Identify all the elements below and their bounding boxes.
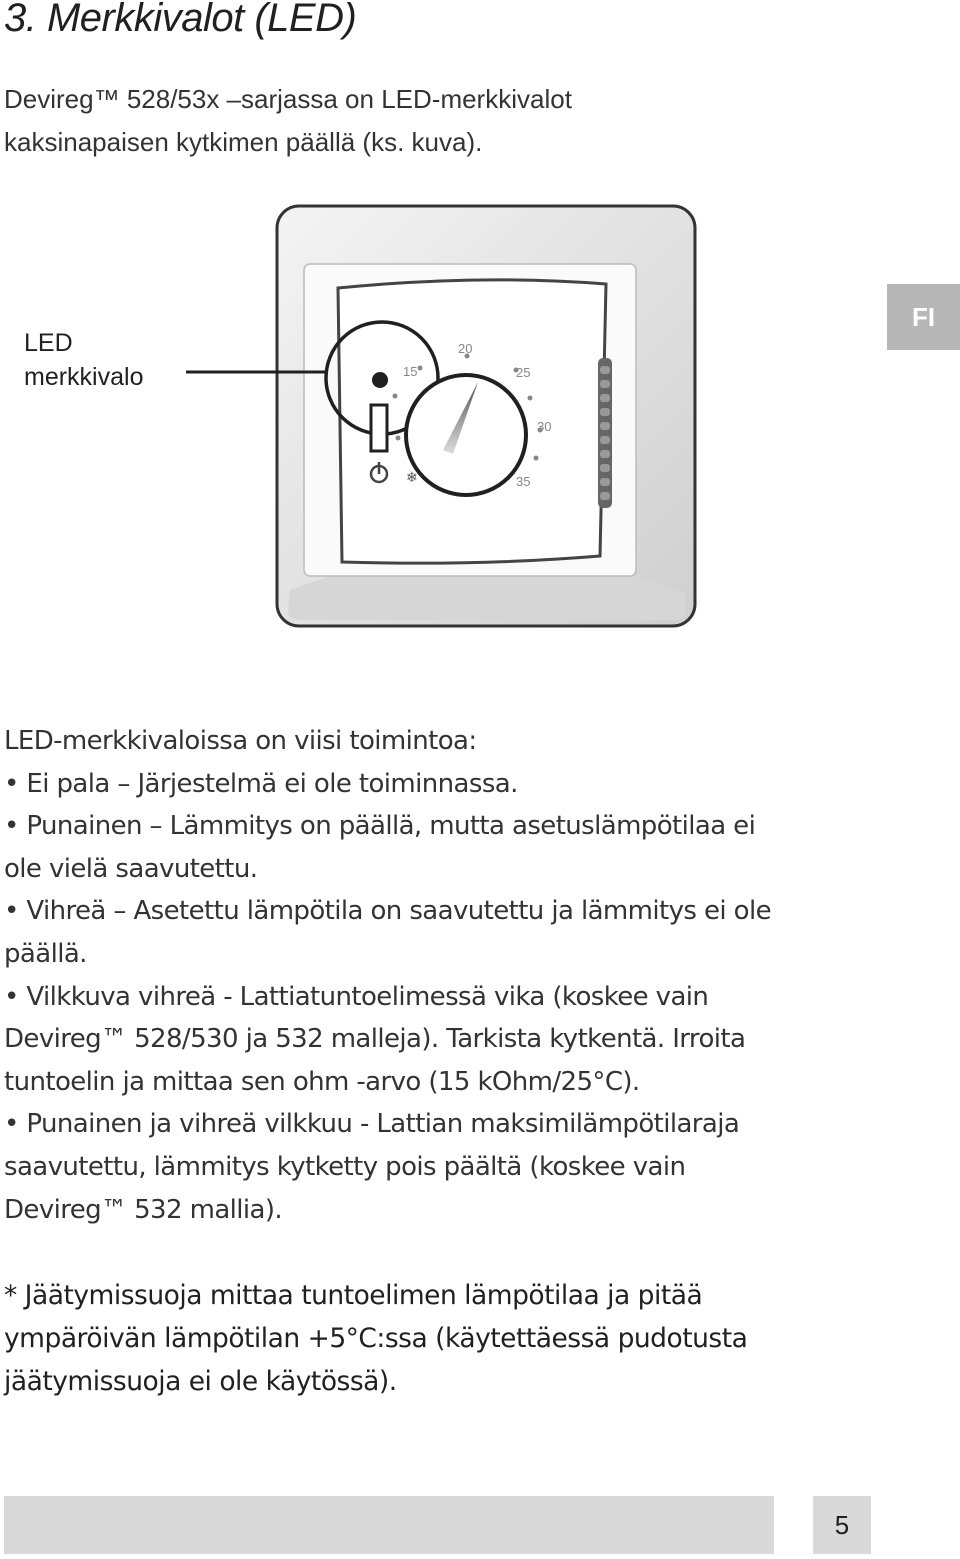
note-line: ympäröivän lämpötilan +5°C:ssa (käytettäessä pudotusta bbox=[4, 1323, 748, 1354]
callout-line: merkkivalo bbox=[24, 363, 144, 391]
list-item-continuation: ole vielä saavutettu. bbox=[4, 853, 258, 884]
dial-label: 15 bbox=[403, 364, 418, 379]
thermostat-illustration bbox=[180, 200, 720, 640]
dial-label: 30 bbox=[537, 419, 552, 434]
page-title: 3. Merkkivalot (LED) bbox=[4, 0, 357, 40]
led-functions-list bbox=[4, 720, 944, 1231]
list-item-continuation: Devireg™ 532 mallia). bbox=[4, 1194, 283, 1225]
dial-label: 20 bbox=[458, 341, 473, 356]
list-item-continuation: Devireg™ 528/530 ja 532 malleja). Tarkista kytkentä. Irroita bbox=[4, 1024, 746, 1055]
callout-line: LED bbox=[24, 329, 73, 357]
intro-line: kaksinapaisen kytkimen päällä (ks. kuva). bbox=[4, 127, 483, 157]
list-item-continuation: tuntoelin ja mittaa sen ohm -arvo (15 kOhm/25°C). bbox=[4, 1066, 640, 1097]
list-item: • Punainen ja vihreä vilkkuu - Lattian maksimilämpötilaraja bbox=[4, 1109, 740, 1140]
page-number: 5 bbox=[813, 1496, 871, 1554]
list-item: • Ei pala – Järjestelmä ei ole toiminnassa. bbox=[4, 768, 518, 799]
frost-protection-note bbox=[4, 1274, 944, 1403]
led-callout-label bbox=[24, 326, 143, 394]
list-item: • Punainen – Lämmitys on päällä, mutta asetuslämpötilaa ei bbox=[4, 811, 756, 842]
dial-label: 25 bbox=[516, 365, 531, 380]
frame-bevel bbox=[288, 576, 685, 620]
list-item: • Vilkkuva vihreä - Lattiatuntoelimessä vika (koskee vain bbox=[4, 981, 709, 1012]
footer-bar bbox=[4, 1496, 774, 1554]
temperature-dial[interactable] bbox=[406, 375, 526, 495]
intro-line: Devireg™ 528/53x –sarjassa on LED-merkkivalot bbox=[4, 84, 572, 114]
body-line: LED-merkkivaloissa on viisi toimintoa: bbox=[4, 726, 477, 756]
side-grip bbox=[598, 358, 612, 508]
led-indicator bbox=[372, 372, 388, 388]
list-item-continuation: päällä. bbox=[4, 938, 87, 969]
dial-label: 35 bbox=[516, 474, 531, 489]
rocker-switch bbox=[371, 405, 387, 451]
note-line: jäätymissuoja ei ole käytössä). bbox=[4, 1366, 397, 1397]
list-item: • Vihreä – Asetettu lämpötila on saavutettu ja lämmitys ei ole bbox=[4, 896, 771, 927]
intro-paragraph bbox=[4, 78, 724, 164]
note-line: * Jäätymissuoja mittaa tuntoelimen lämpötilaa ja pitää bbox=[4, 1280, 703, 1311]
list-item-continuation: saavutettu, lämmitys kytketty pois päältä (koskee vain bbox=[4, 1151, 686, 1182]
language-tab: FI bbox=[887, 284, 960, 350]
frost-icon: ❄ bbox=[406, 469, 418, 485]
